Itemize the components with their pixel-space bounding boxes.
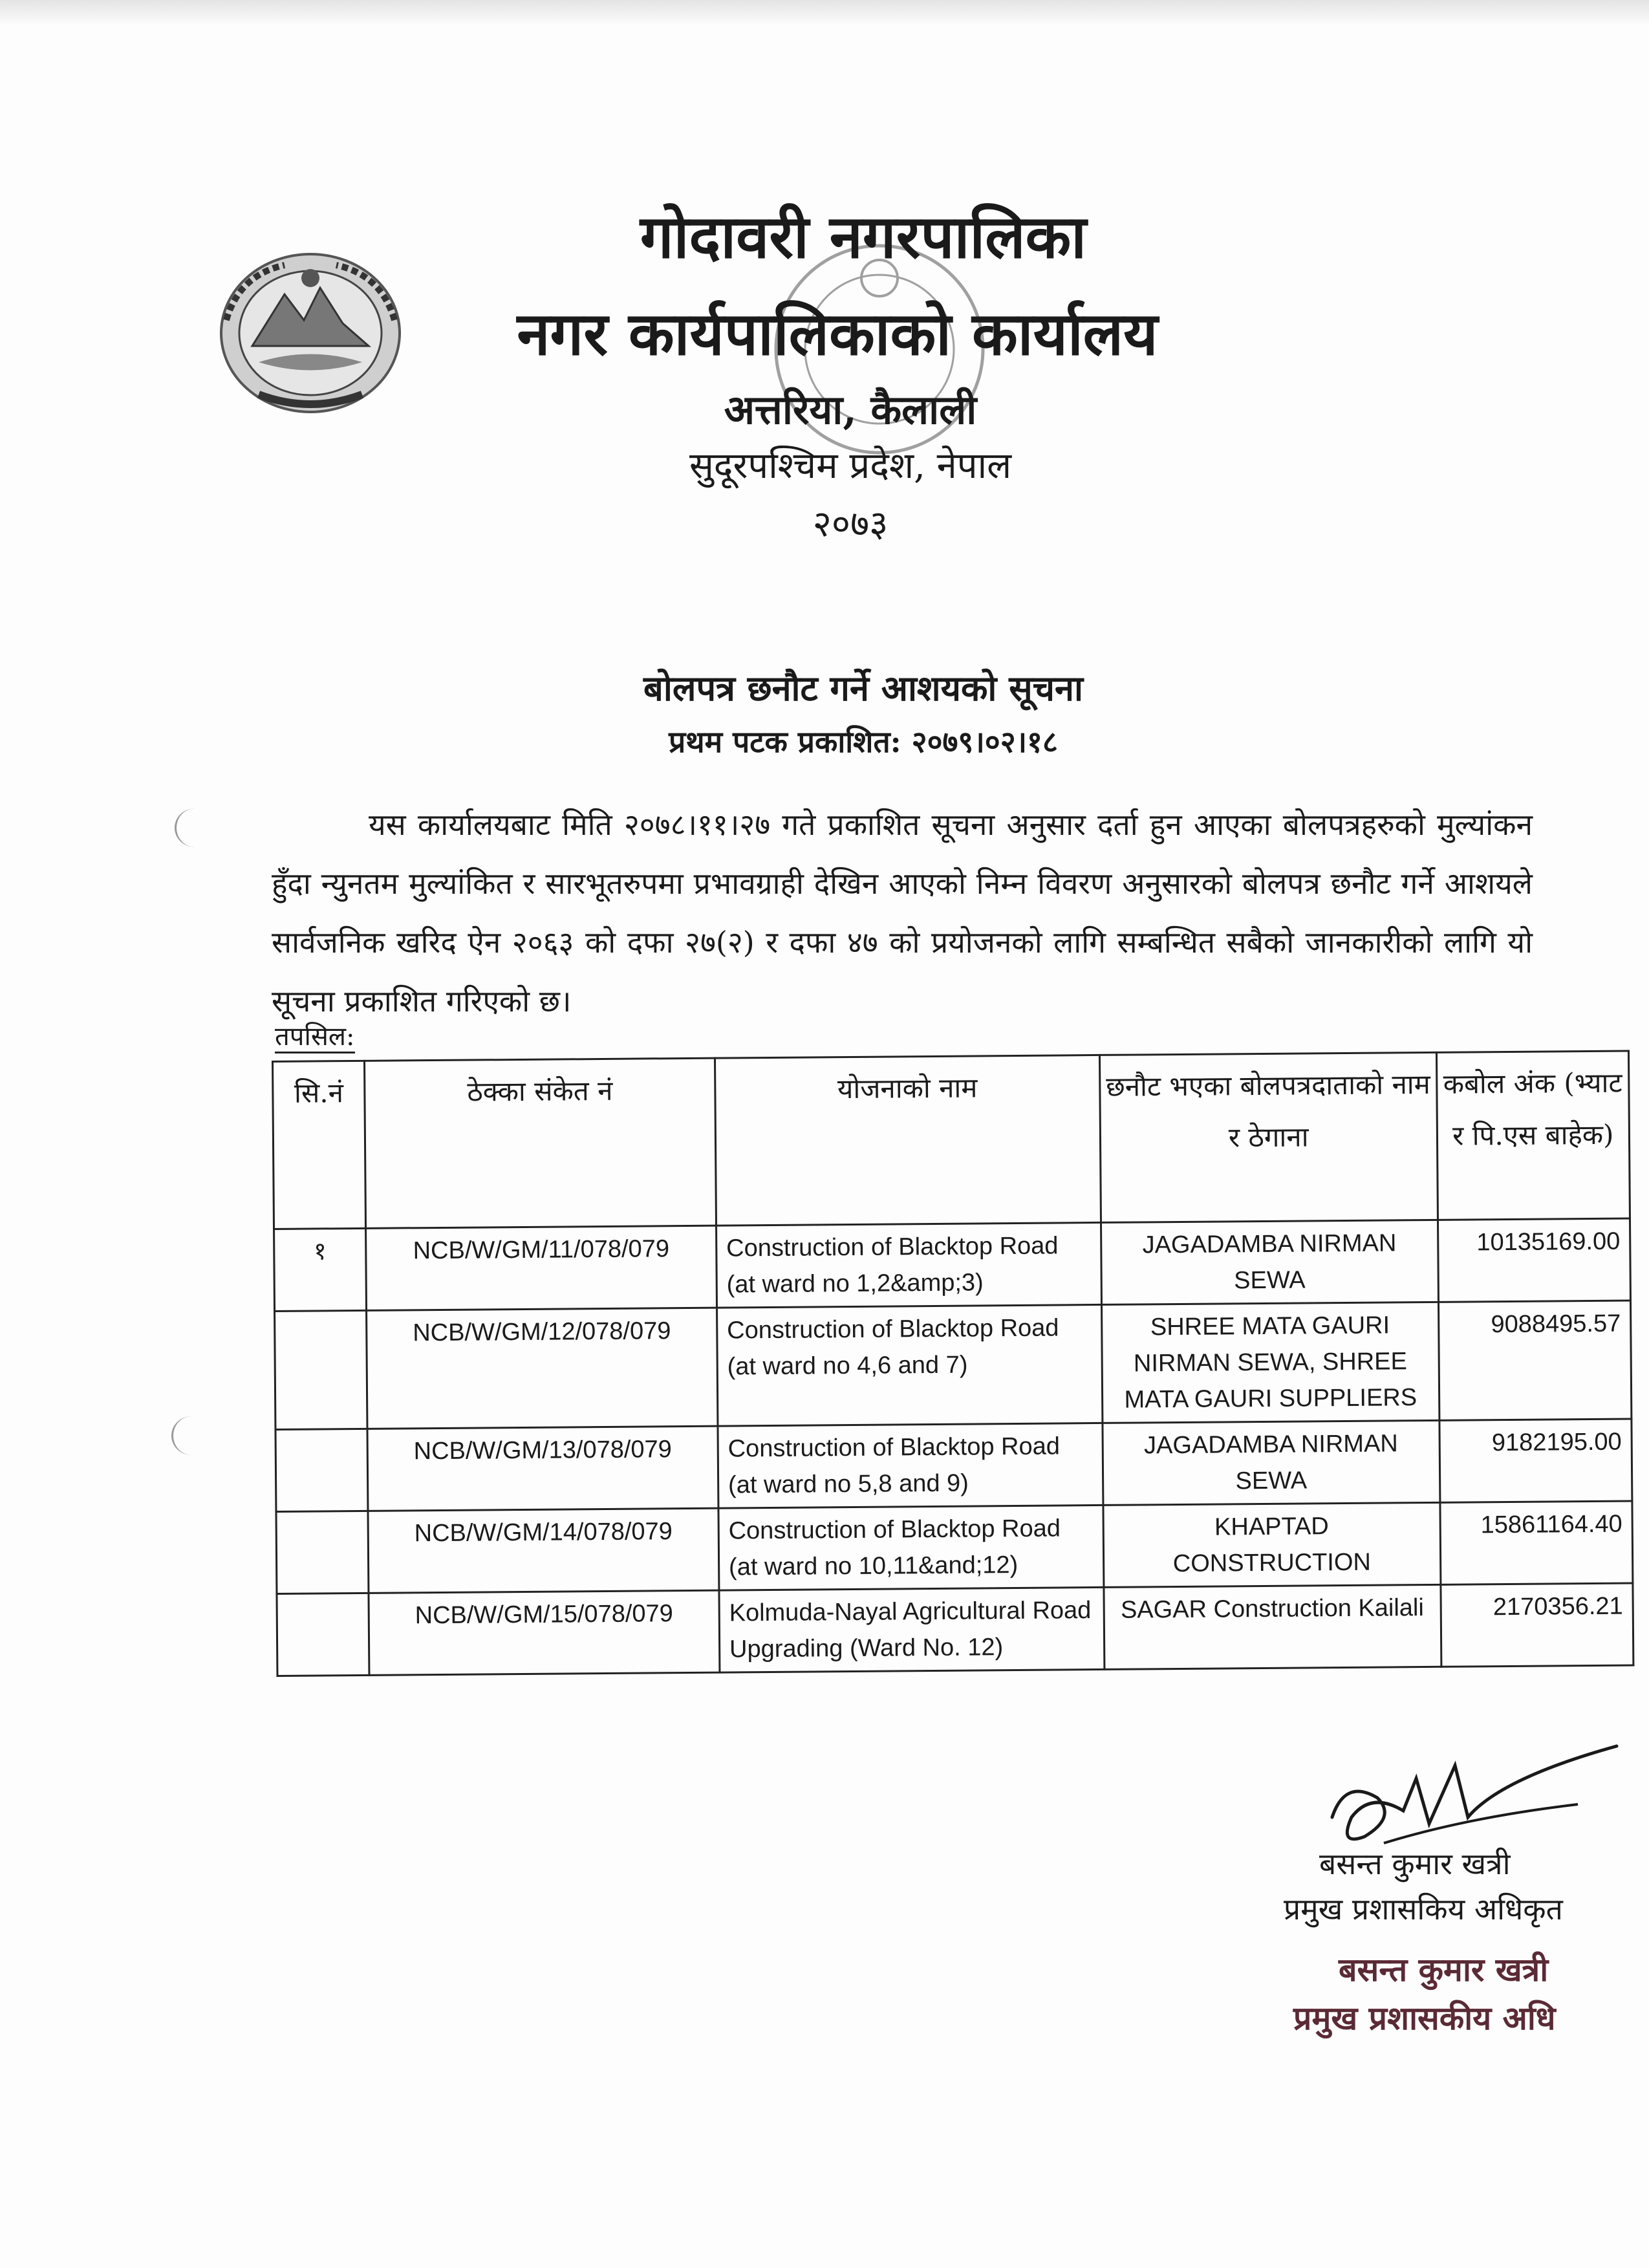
- signatory-name: बसन्त कुमार खत्री: [1319, 1846, 1511, 1881]
- cell-sn: १: [274, 1228, 367, 1311]
- cell-project-name: Construction of Blacktop Road (at ward no 5,8 and 9): [718, 1423, 1103, 1508]
- cell-amount: 9182195.00: [1439, 1419, 1632, 1502]
- cell-project-name: Kolmuda-Nayal Agricultural Road Upgrading (Ward No. 12): [719, 1587, 1105, 1672]
- table-header-row: [273, 1051, 1630, 1229]
- notice-title: बोलपत्र छनौट गर्ने आशयको सूचना: [643, 667, 1083, 709]
- cell-sn: [275, 1310, 368, 1429]
- header-bidder: छनौट भएका बोलपत्रदाताको नाम र ठेगाना: [1099, 1052, 1438, 1222]
- publication-date: प्रथम पटक प्रकाशित: २०७९।०२।१८: [669, 724, 1058, 759]
- name-stamp: बसन्त कुमार खत्री: [1339, 1950, 1549, 1989]
- notice-body: यस कार्यालयबाट मिति २०७८।११।२७ गते प्रकाशित सूचना अनुसार दर्ता हुन आएका बोलपत्रहरुको मुल्यांकन हुँदा न्युनतम मुल्यांकित र सारभूतरुपमा प्रभावग्राही देखिन आएको निम्न विवरण अनुसारको बोलपत्र छनौट गर्ने आशयले सार्वजनिक खरिद ऐन २०६३ को दफा २७(२) र दफा ४७ को प्रयोजनको लागि सम्बन्धित सबैको जानकारीको लागि यो सूचना प्रकाशित गरिएको छ।: [272, 807, 1533, 1019]
- table-row: [276, 1501, 1633, 1593]
- cell-sn: [277, 1593, 369, 1676]
- header-project-name: योजनाको नाम: [715, 1055, 1101, 1226]
- cell-bidder: SHREE MATA GAURI NIRMAN SEWA, SHREE MATA GAURI SUPPLIERS: [1101, 1302, 1439, 1423]
- selected-bidders-table: [272, 1050, 1634, 1677]
- schedule-label: तपसिल:: [275, 1022, 355, 1053]
- cell-bidder: KHAPTAD CONSTRUCTION: [1103, 1502, 1441, 1587]
- cell-project-name: Construction of Blacktop Road (at ward no 10,11&and;12): [718, 1505, 1104, 1590]
- table-row: [275, 1419, 1632, 1511]
- table-row: [275, 1301, 1632, 1429]
- office-name: नगर कार्यपालिकाको कार्यालय: [517, 299, 1158, 369]
- cell-sn: [275, 1429, 368, 1511]
- punch-hole-mark: [171, 1416, 212, 1455]
- cell-contract-code: NCB/W/GM/11/078/079: [366, 1226, 717, 1310]
- municipality-name: गोदावरी नगरपालिका: [640, 202, 1087, 272]
- table-row: [274, 1218, 1631, 1311]
- province-name: सुदूरपश्चिम प्रदेश, नेपाल: [689, 445, 1012, 487]
- cell-project-name: Construction of Blacktop Road (at ward no 4,6 and 7): [717, 1304, 1102, 1426]
- header-amount: कबोल अंक (भ्याट र पि.एस बाहेक): [1436, 1051, 1630, 1220]
- established-year: २०७३: [812, 503, 889, 545]
- cell-amount: 15861164.40: [1440, 1501, 1633, 1584]
- punch-hole-mark: [175, 808, 215, 847]
- cell-amount: 2170356.21: [1441, 1583, 1633, 1667]
- table-row: [277, 1583, 1633, 1676]
- cell-contract-code: NCB/W/GM/14/078/079: [368, 1508, 719, 1593]
- header-contract-code: ठेक्का संकेत नं: [365, 1058, 717, 1228]
- signatory-designation: प्रमुख प्रशासकिय अधिकृत: [1284, 1892, 1563, 1927]
- cell-project-name: Construction of Blacktop Road (at ward no 1,2&amp;3): [716, 1222, 1101, 1308]
- cell-amount: 10135169.00: [1438, 1218, 1630, 1302]
- cell-bidder: JAGADAMBA NIRMAN SEWA: [1101, 1220, 1438, 1304]
- header-sn: सि.नं: [273, 1061, 366, 1229]
- cell-amount: 9088495.57: [1438, 1301, 1632, 1420]
- designation-stamp: प्रमुख प्रशासकीय अधि: [1293, 1999, 1556, 2037]
- office-location: अत्तरिया, कैलाली: [724, 386, 977, 433]
- cell-bidder: JAGADAMBA NIRMAN SEWA: [1103, 1420, 1440, 1505]
- cell-contract-code: NCB/W/GM/15/078/079: [369, 1590, 720, 1675]
- cell-contract-code: NCB/W/GM/13/078/079: [367, 1426, 718, 1511]
- scan-shadow: [0, 0, 1649, 26]
- cell-contract-code: NCB/W/GM/12/078/079: [367, 1308, 718, 1429]
- cell-sn: [276, 1511, 369, 1593]
- cell-bidder: SAGAR Construction Kailali: [1104, 1584, 1441, 1669]
